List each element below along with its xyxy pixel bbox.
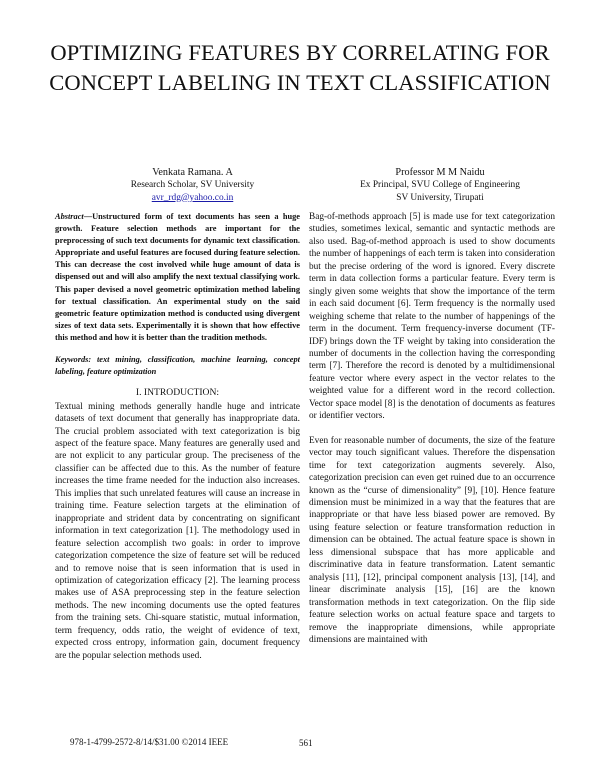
introduction-paragraph: Textual mining methods generally handle huge and intricate datasets of text document that generally has inappropriate data. The crucial problem associated with text categorization is big aspect of the feature space. Many features are generally used and are not explicit to any particular group. The preciseness of the classifier can be affected due to this. As the number of feature increases the time frame needed for the induction also increases. This implies that such unrelated features will cause an increase in training time. Feature selection targets at the elimination of inappropriate and strident data by concentrating on significant information in text categorization [1]. The methodology used in feature selection accomplish two goals: in order to improve categorization competence the size of feature set will be reduced and to remove noise that is seen information that is used in optimization of categorization efficacy [2]. The learning process makes use of ASA preprocessing step in the feature selection methods. The new incoming documents use the opted features from the training sets. Chi-square statistic, mutual information, term frequency, odds ratio, the weight of evidence of text, expected cross entropy, information gain, document frequency are the popular selection methods used. <box>55 401 300 661</box>
left-column <box>55 211 300 662</box>
right-paragraph-1: Bag-of-methods approach [5] is made use for text categorization studies, sometimes lexical, semantic and syntactic methods are also used. Bag-of-method approach is used to show documents the number of happenings of each term is taken into consideration but the precise ordering of the word is ignored. Every discrete term in data collection forms a particular feature. Every term is singly given some weights that show the importance of the term in each said document [6]. Term frequency is the normally used weighing scheme that relate to the number of happenings of the term in the document. Term frequency-inverse document (TF-IDF) brings down the TF weight by taking into consideration the number of documents in the collection having the corresponding term [7]. Therefore the record is denoted by a multidimensional feature vector where every aspect in the vector relates to the weighted value for a different word in the record collection. Vector space model [8] is the denotation of documents as features or identifier vectors. <box>309 212 555 422</box>
author-1-name: Venkata Ramana. A <box>152 167 233 178</box>
abstract-label: Abstract <box>55 212 84 221</box>
author-2 <box>330 166 550 204</box>
author-1-affiliation: Research Scholar, SV University <box>130 180 255 190</box>
keywords-label: Keywords: <box>55 355 92 365</box>
footer-copyright: 978-1-4799-2572-8/14/$31.00 ©2014 IEEE <box>70 737 229 747</box>
right-paragraph-2: Even for reasonable number of documents, the size of the feature vector may touch significant values. Therefore the dispensation time for text categorization augments severely. Also, categorization precision can even get ruined due to an occurrence known as the “curse of dimensionality” [9], [10]. Hence feature dimension must be minimized in a way that the features that are inappropriate or that have less biased power are removed. By using feature selection or feature transformation reduction in dimension can be obtained. The actual feature space is shown in less dimensional subspace that has more applicable and discriminative data in feature transformation. Latent semantic analysis [11], [12], principal component analysis [13], [14], and linear discriminate analysis [15], [16] are the known transformation methods in text categorization. On the flip side feature selection works on actual feature space and targets to remove the inappropriate dimensions, while appropriate dimensions are maintained with <box>309 435 555 645</box>
author-1-email-link[interactable]: avr_rdg@yahoo.co.in <box>151 192 234 203</box>
author-2-name: Professor M M Naidu <box>395 167 485 178</box>
author-1 <box>80 166 305 204</box>
keywords <box>55 354 300 378</box>
abstract <box>55 211 300 344</box>
section-heading-introduction: I. INTRODUCTION: <box>135 387 220 399</box>
author-2-institution: SV University, Tirupati <box>396 192 484 203</box>
paper-title: OPTIMIZING FEATURES BY CORRELATING FOR CONCEPT LABELING IN TEXT CLASSIFICATION <box>49 40 551 95</box>
footer-page-number: 561 <box>299 738 313 748</box>
right-column <box>309 211 555 646</box>
keywords-text: text mining, classification, machine learning, concept labeling, feature optimization <box>55 355 300 377</box>
abstract-text: —Unstructured form of text documents has seen a huge growth. Feature selection methods are important for the preprocessing of such text documents for dynamic text classification. Appropriate and useful features are focused during feature selection. This can decrease the cost involved while huge amount of data is dispensed out and will also amplify the next textual classifying work. This paper devised a novel geometric optimization method labeling for textual classification. An experimental study on the said geometric feature optimization method is conducted using divergent sizes of text data sets. Experimentally it is shown that how effective this method and how it is better than the tradition methods. <box>55 212 300 342</box>
author-2-affiliation: Ex Principal, SVU College of Engineering <box>360 180 520 190</box>
paragraph-gap <box>309 423 555 435</box>
